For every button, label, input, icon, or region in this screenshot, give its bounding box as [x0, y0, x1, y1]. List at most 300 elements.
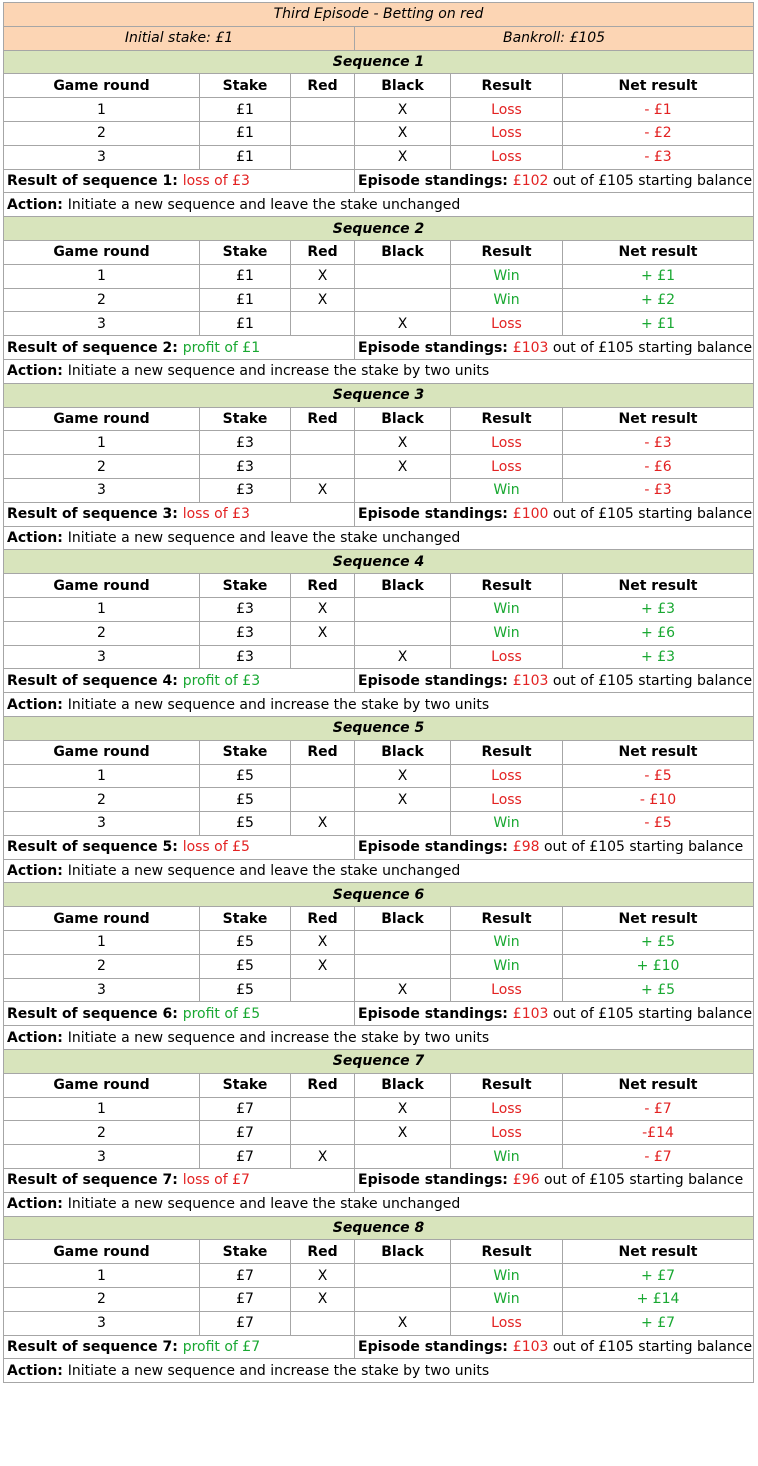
table-row — [4, 788, 754, 812]
cell-round: 3 — [4, 145, 200, 169]
cell-result: Win — [451, 288, 563, 312]
cell-round: 2 — [4, 1121, 200, 1145]
cell-net-result: + £1 — [563, 312, 754, 336]
sequence-result — [4, 835, 355, 859]
sequence-action — [4, 693, 754, 717]
cell-result: Win — [451, 954, 563, 978]
action-label: Action: — [7, 1362, 68, 1379]
sequence-result-label: Result of sequence 7: — [7, 1172, 183, 1189]
column-header-stake: Stake — [200, 1073, 291, 1097]
cell-net-result: - £5 — [563, 764, 754, 788]
sequence-title-row — [4, 716, 754, 740]
sequence-title-row — [4, 1216, 754, 1240]
cell-black: X — [355, 121, 451, 145]
column-header-row — [4, 1240, 754, 1264]
sequence-title-row — [4, 883, 754, 907]
cell-black — [355, 597, 451, 621]
episode-standings-value: £103 — [512, 1005, 549, 1022]
sequence-result-label: Result of sequence 6: — [7, 1005, 183, 1022]
cell-black — [355, 621, 451, 645]
cell-result: Win — [451, 812, 563, 836]
cell-result: Loss — [451, 1121, 563, 1145]
sequence-action-row — [4, 359, 754, 383]
cell-red — [291, 645, 355, 669]
table-row — [4, 145, 754, 169]
sequence-result-value: profit of £7 — [182, 1339, 261, 1356]
table-row — [4, 264, 754, 288]
episode-standings-label: Episode standings: — [358, 172, 513, 189]
cell-black: X — [355, 788, 451, 812]
column-header-round: Game round — [4, 407, 200, 431]
cell-result: Loss — [451, 788, 563, 812]
cell-red: X — [291, 597, 355, 621]
cell-result: Loss — [451, 455, 563, 479]
table-row — [4, 812, 754, 836]
action-label: Action: — [7, 696, 68, 713]
action-text: Initiate a new sequence and increase the stake by two units — [67, 1029, 490, 1046]
cell-red: X — [291, 288, 355, 312]
sequence-title: Sequence 6 — [4, 883, 754, 907]
cell-stake: £5 — [200, 812, 291, 836]
cell-red: X — [291, 1264, 355, 1288]
sequence-action-row — [4, 693, 754, 717]
column-header-black: Black — [355, 74, 451, 98]
cell-red — [291, 1097, 355, 1121]
sequence-title: Sequence 5 — [4, 716, 754, 740]
episode-standings-value: £102 — [512, 172, 549, 189]
episode-standings-rest: out of £105 starting balance — [548, 672, 753, 689]
action-label: Action: — [7, 1196, 68, 1213]
sequence-result-label: Result of sequence 2: — [7, 339, 183, 356]
column-header-stake: Stake — [200, 740, 291, 764]
table-row — [4, 312, 754, 336]
episode-standings-rest: out of £105 starting balance — [548, 1339, 753, 1356]
cell-round: 1 — [4, 98, 200, 122]
column-header-black: Black — [355, 1073, 451, 1097]
column-header-result: Result — [451, 574, 563, 598]
cell-black: X — [355, 764, 451, 788]
cell-round: 3 — [4, 1145, 200, 1169]
table-row — [4, 621, 754, 645]
cell-red: X — [291, 812, 355, 836]
cell-stake: £3 — [200, 621, 291, 645]
episode-standings-rest: out of £105 starting balance — [548, 1005, 753, 1022]
cell-round: 3 — [4, 978, 200, 1002]
column-header-black: Black — [355, 574, 451, 598]
cell-red: X — [291, 931, 355, 955]
column-header-round: Game round — [4, 740, 200, 764]
cell-result: Loss — [451, 431, 563, 455]
cell-result: Loss — [451, 1311, 563, 1335]
sequence-action — [4, 1192, 754, 1216]
episode-standings — [355, 169, 754, 193]
episode-standings-value: £100 — [512, 506, 549, 523]
sequence-title-row — [4, 1050, 754, 1074]
cell-round: 1 — [4, 431, 200, 455]
cell-stake: £5 — [200, 788, 291, 812]
column-header-stake: Stake — [200, 407, 291, 431]
column-header-black: Black — [355, 907, 451, 931]
cell-black — [355, 1264, 451, 1288]
action-label: Action: — [7, 196, 68, 213]
cell-net-result: + £3 — [563, 645, 754, 669]
cell-round: 2 — [4, 121, 200, 145]
cell-black — [355, 812, 451, 836]
episode-standings-label: Episode standings: — [358, 339, 513, 356]
column-header-red: Red — [291, 1073, 355, 1097]
sequence-result — [4, 1169, 355, 1193]
episode-standings-label: Episode standings: — [358, 1339, 513, 1356]
episode-standings — [355, 336, 754, 360]
column-header-red: Red — [291, 240, 355, 264]
cell-result: Win — [451, 264, 563, 288]
cell-result: Win — [451, 478, 563, 502]
sequence-title: Sequence 7 — [4, 1050, 754, 1074]
action-text: Initiate a new sequence and leave the stake unchanged — [67, 196, 461, 213]
cell-round: 1 — [4, 1097, 200, 1121]
column-header-net-result: Net result — [563, 740, 754, 764]
action-text: Initiate a new sequence and leave the stake unchanged — [67, 1196, 461, 1213]
episode-standings-label: Episode standings: — [358, 1005, 513, 1022]
episode-standings — [355, 1002, 754, 1026]
cell-black — [355, 954, 451, 978]
column-header-red: Red — [291, 574, 355, 598]
sequence-summary-row — [4, 169, 754, 193]
cell-result: Win — [451, 621, 563, 645]
cell-stake: £7 — [200, 1097, 291, 1121]
column-header-round: Game round — [4, 574, 200, 598]
cell-stake: £3 — [200, 478, 291, 502]
column-header-result: Result — [451, 240, 563, 264]
sequence-result-label: Result of sequence 3: — [7, 506, 183, 523]
cell-round: 2 — [4, 954, 200, 978]
column-header-result: Result — [451, 407, 563, 431]
cell-black: X — [355, 431, 451, 455]
cell-net-result: + £7 — [563, 1311, 754, 1335]
action-text: Initiate a new sequence and increase the stake by two units — [67, 696, 490, 713]
column-header-round: Game round — [4, 240, 200, 264]
column-header-row — [4, 1073, 754, 1097]
table-row — [4, 1121, 754, 1145]
sequence-result-value: profit of £3 — [182, 672, 261, 689]
sequence-result — [4, 1335, 355, 1359]
sequence-title: Sequence 3 — [4, 383, 754, 407]
cell-result: Loss — [451, 1097, 563, 1121]
cell-round: 2 — [4, 621, 200, 645]
action-label: Action: — [7, 863, 68, 880]
cell-round: 3 — [4, 478, 200, 502]
cell-red — [291, 98, 355, 122]
cell-net-result: + £10 — [563, 954, 754, 978]
action-label: Action: — [7, 363, 68, 380]
cell-stake: £1 — [200, 145, 291, 169]
column-header-result: Result — [451, 740, 563, 764]
column-header-black: Black — [355, 407, 451, 431]
cell-result: Loss — [451, 121, 563, 145]
cell-net-result: + £3 — [563, 597, 754, 621]
cell-net-result: - £10 — [563, 788, 754, 812]
episode-table — [3, 2, 754, 1383]
episode-standings-value: £96 — [512, 1172, 540, 1189]
sequence-result-label: Result of sequence 1: — [7, 172, 183, 189]
sequence-title-row — [4, 383, 754, 407]
sequence-action — [4, 359, 754, 383]
cell-result: Loss — [451, 978, 563, 1002]
summary-row — [4, 26, 754, 50]
cell-round: 3 — [4, 312, 200, 336]
cell-result: Loss — [451, 764, 563, 788]
column-header-net-result: Net result — [563, 907, 754, 931]
sequence-summary-row — [4, 669, 754, 693]
column-header-black: Black — [355, 240, 451, 264]
episode-standings-rest: out of £105 starting balance — [548, 506, 753, 523]
cell-red — [291, 431, 355, 455]
column-header-row — [4, 907, 754, 931]
episode-standings-label: Episode standings: — [358, 839, 513, 856]
cell-black — [355, 1288, 451, 1312]
column-header-stake: Stake — [200, 574, 291, 598]
column-header-net-result: Net result — [563, 240, 754, 264]
column-header-red: Red — [291, 407, 355, 431]
table-row — [4, 1288, 754, 1312]
cell-black — [355, 288, 451, 312]
column-header-round: Game round — [4, 1073, 200, 1097]
table-row — [4, 954, 754, 978]
column-header-result: Result — [451, 1240, 563, 1264]
table-row — [4, 98, 754, 122]
column-header-net-result: Net result — [563, 74, 754, 98]
table-row — [4, 978, 754, 1002]
cell-round: 1 — [4, 597, 200, 621]
sequence-result-value: profit of £1 — [182, 339, 261, 356]
sequence-action-row — [4, 859, 754, 883]
cell-net-result: - £7 — [563, 1097, 754, 1121]
sequence-result-value: loss of £3 — [182, 506, 250, 523]
episode-standings — [355, 1169, 754, 1193]
cell-net-result: - £6 — [563, 455, 754, 479]
cell-round: 3 — [4, 1311, 200, 1335]
cell-round: 1 — [4, 931, 200, 955]
cell-stake: £5 — [200, 764, 291, 788]
cell-red — [291, 1311, 355, 1335]
sequence-action-row — [4, 1192, 754, 1216]
episode-standings-rest: out of £105 starting balance — [539, 839, 744, 856]
cell-result: Loss — [451, 98, 563, 122]
cell-round: 2 — [4, 788, 200, 812]
cell-round: 3 — [4, 812, 200, 836]
column-header-row — [4, 574, 754, 598]
episode-standings-rest: out of £105 starting balance — [539, 1172, 744, 1189]
cell-red: X — [291, 621, 355, 645]
column-header-red: Red — [291, 740, 355, 764]
cell-red — [291, 312, 355, 336]
cell-stake: £1 — [200, 312, 291, 336]
cell-net-result: + £5 — [563, 978, 754, 1002]
sequence-action — [4, 1359, 754, 1383]
column-header-red: Red — [291, 74, 355, 98]
cell-net-result: - £1 — [563, 98, 754, 122]
column-header-net-result: Net result — [563, 1073, 754, 1097]
sequence-result-value: profit of £5 — [182, 1005, 261, 1022]
cell-stake: £7 — [200, 1121, 291, 1145]
sequence-action-row — [4, 1026, 754, 1050]
action-text: Initiate a new sequence and increase the stake by two units — [67, 363, 490, 380]
table-row — [4, 431, 754, 455]
cell-black — [355, 264, 451, 288]
sequence-action-row — [4, 1359, 754, 1383]
cell-result: Win — [451, 931, 563, 955]
cell-result: Loss — [451, 145, 563, 169]
cell-black: X — [355, 978, 451, 1002]
cell-net-result: + £1 — [563, 264, 754, 288]
column-header-stake: Stake — [200, 1240, 291, 1264]
sequence-result — [4, 1002, 355, 1026]
episode-standings-label: Episode standings: — [358, 672, 513, 689]
cell-result: Loss — [451, 312, 563, 336]
sequence-summary-row — [4, 1002, 754, 1026]
episode-standings-value: £103 — [512, 339, 549, 356]
bankroll: Bankroll: £105 — [355, 26, 754, 50]
cell-black: X — [355, 98, 451, 122]
betting-episode-sheet — [3, 2, 753, 1383]
sequence-result-value: loss of £7 — [182, 1172, 250, 1189]
cell-red: X — [291, 264, 355, 288]
cell-result: Win — [451, 597, 563, 621]
sequence-result-label: Result of sequence 5: — [7, 839, 183, 856]
cell-stake: £7 — [200, 1311, 291, 1335]
cell-red — [291, 455, 355, 479]
cell-red: X — [291, 478, 355, 502]
cell-stake: £1 — [200, 98, 291, 122]
cell-black: X — [355, 455, 451, 479]
cell-stake: £3 — [200, 431, 291, 455]
column-header-row — [4, 740, 754, 764]
column-header-result: Result — [451, 74, 563, 98]
column-header-round: Game round — [4, 1240, 200, 1264]
column-header-red: Red — [291, 907, 355, 931]
column-header-stake: Stake — [200, 907, 291, 931]
cell-stake: £7 — [200, 1264, 291, 1288]
episode-standings-label: Episode standings: — [358, 1172, 513, 1189]
column-header-stake: Stake — [200, 74, 291, 98]
cell-round: 1 — [4, 764, 200, 788]
sequence-result-value: loss of £3 — [182, 172, 250, 189]
cell-round: 3 — [4, 645, 200, 669]
cell-net-result: + £2 — [563, 288, 754, 312]
sequence-result-label: Result of sequence 7: — [7, 1339, 183, 1356]
sequence-action — [4, 193, 754, 217]
sequence-result — [4, 669, 355, 693]
cell-red — [291, 978, 355, 1002]
table-row — [4, 1311, 754, 1335]
cell-black — [355, 478, 451, 502]
cell-stake: £5 — [200, 931, 291, 955]
sequence-result — [4, 336, 355, 360]
table-row — [4, 931, 754, 955]
sequence-title-row — [4, 217, 754, 241]
cell-stake: £7 — [200, 1145, 291, 1169]
sequence-title: Sequence 1 — [4, 50, 754, 74]
cell-red: X — [291, 1145, 355, 1169]
cell-net-result: + £6 — [563, 621, 754, 645]
column-header-round: Game round — [4, 907, 200, 931]
cell-net-result: + £5 — [563, 931, 754, 955]
cell-stake: £1 — [200, 121, 291, 145]
episode-title: Third Episode - Betting on red — [4, 3, 754, 27]
column-header-row — [4, 74, 754, 98]
column-header-red: Red — [291, 1240, 355, 1264]
episode-standings-rest: out of £105 starting balance — [548, 172, 753, 189]
table-row — [4, 597, 754, 621]
column-header-net-result: Net result — [563, 407, 754, 431]
action-label: Action: — [7, 1029, 68, 1046]
table-row — [4, 1097, 754, 1121]
cell-red — [291, 121, 355, 145]
sequence-result-value: loss of £5 — [182, 839, 250, 856]
episode-standings-label: Episode standings: — [358, 506, 513, 523]
cell-black — [355, 1145, 451, 1169]
episode-standings — [355, 669, 754, 693]
episode-standings-rest: out of £105 starting balance — [548, 339, 753, 356]
action-text: Initiate a new sequence and increase the stake by two units — [67, 1362, 490, 1379]
table-row — [4, 1264, 754, 1288]
action-text: Initiate a new sequence and leave the stake unchanged — [67, 863, 461, 880]
cell-round: 1 — [4, 1264, 200, 1288]
table-row — [4, 1145, 754, 1169]
episode-standings — [355, 502, 754, 526]
title-row — [4, 3, 754, 27]
cell-round: 2 — [4, 288, 200, 312]
sequence-title: Sequence 2 — [4, 217, 754, 241]
sequence-summary-row — [4, 1335, 754, 1359]
cell-net-result: - £2 — [563, 121, 754, 145]
cell-black — [355, 931, 451, 955]
action-text: Initiate a new sequence and leave the stake unchanged — [67, 529, 461, 546]
cell-black: X — [355, 312, 451, 336]
cell-black: X — [355, 1121, 451, 1145]
cell-net-result: - £3 — [563, 431, 754, 455]
cell-red — [291, 764, 355, 788]
sequence-summary-row — [4, 1169, 754, 1193]
cell-stake: £1 — [200, 264, 291, 288]
cell-round: 1 — [4, 264, 200, 288]
sequence-title-row — [4, 550, 754, 574]
table-row — [4, 645, 754, 669]
column-header-round: Game round — [4, 74, 200, 98]
cell-result: Win — [451, 1145, 563, 1169]
sequence-action — [4, 526, 754, 550]
episode-standings-value: £103 — [512, 672, 549, 689]
cell-stake: £3 — [200, 645, 291, 669]
cell-red — [291, 145, 355, 169]
column-header-result: Result — [451, 907, 563, 931]
cell-net-result: + £7 — [563, 1264, 754, 1288]
cell-black: X — [355, 1097, 451, 1121]
column-header-stake: Stake — [200, 240, 291, 264]
sequence-result-label: Result of sequence 4: — [7, 672, 183, 689]
table-row — [4, 764, 754, 788]
sequence-action — [4, 1026, 754, 1050]
cell-red — [291, 1121, 355, 1145]
sequence-title-row — [4, 50, 754, 74]
cell-net-result: - £5 — [563, 812, 754, 836]
cell-net-result: - £3 — [563, 478, 754, 502]
column-header-row — [4, 240, 754, 264]
cell-round: 2 — [4, 1288, 200, 1312]
column-header-net-result: Net result — [563, 1240, 754, 1264]
table-row — [4, 121, 754, 145]
cell-red: X — [291, 954, 355, 978]
